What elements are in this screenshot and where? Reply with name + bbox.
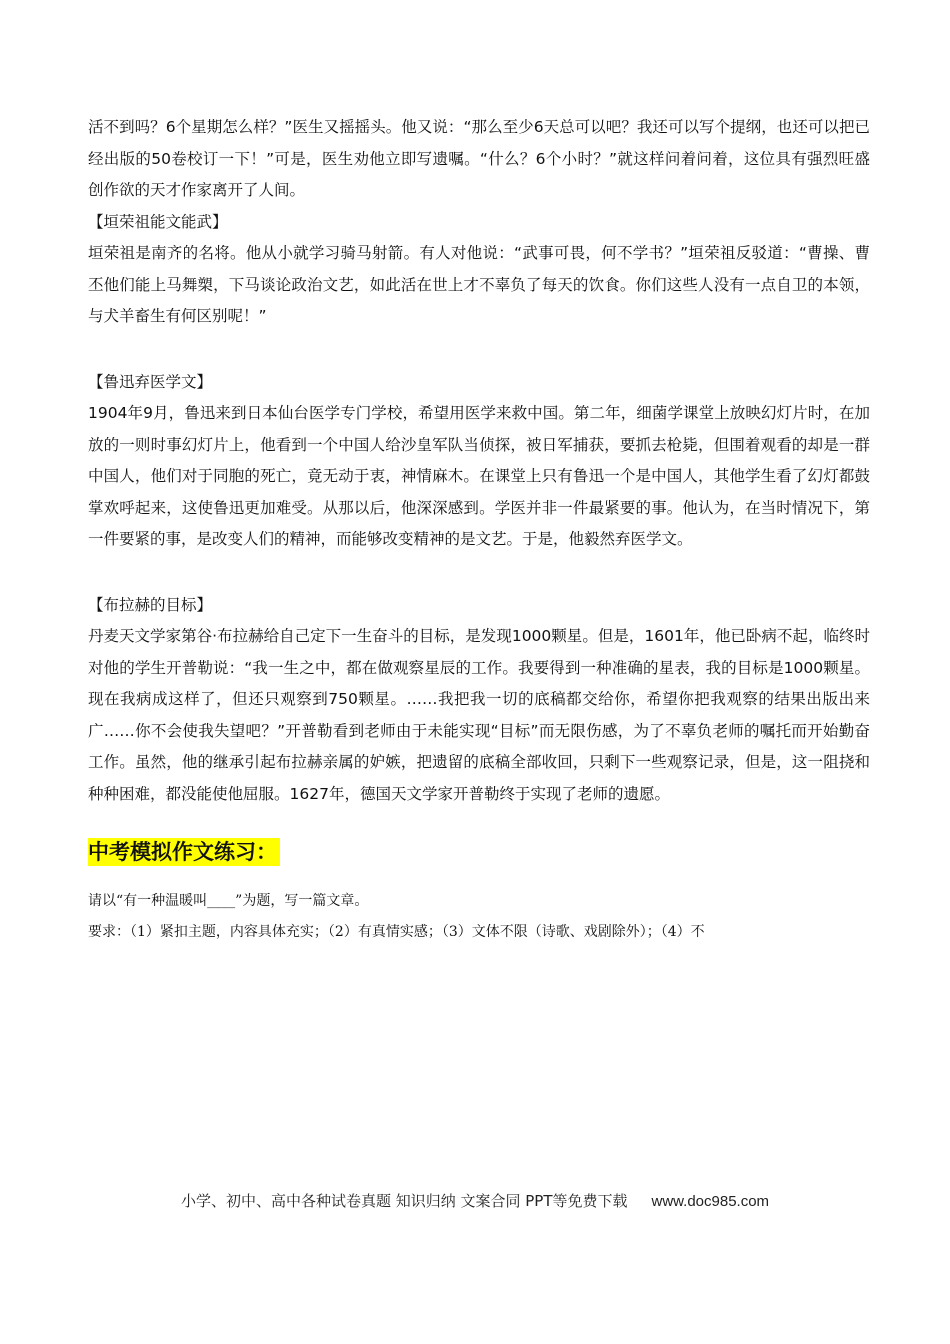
story-heading: 【布拉赫的目标】: [88, 595, 213, 614]
story-paragraph: 1904年9月，鲁迅来到日本仙台医学专门学校，希望用医学来救中国。第二年，细菌学课堂上放映幻灯片时，在加放的一则时事幻灯片上，他看到一个中国人给沙皇军队当侦探，被日军捕获，要抓去枪毙，但围着观看的却是一群中国人，他们对于同胞的死亡，竟无动于衷，神情麻木。在课堂上只有鲁迅一个是中国人，其他学生看了幻灯都鼓掌欢呼起来，这使鲁迅更加难受。从那以后，他深深感到。学医并非一件最紧要的事。他认为，在当时情况下，第一件要紧的事，是改变人们的精神，而能够改变精神的是文艺。于是，他毅然弃医学文。: [88, 404, 870, 548]
story-paragraph: 丹麦天文学家第谷·布拉赫给自己定下一生奋斗的目标，是发现1000颗星。但是，1601年，他已卧病不起，临终时对他的学生开普勒说：“我一生之中，都在做观察星辰的工作。我要得到一种准确的星表，我的目标是1000颗星。现在我病成这样了，但还只观察到750颗星。……我把我一切的底稿都交给你，希望你把我观察的结果出版出来广……你不会使我失望吧？”开普勒看到老师由于未能实现“目标”而无限伤感，为了不辜负老师的嘱托而开始勤奋工作。虽然，他的继承引起布拉赫亲属的妒嫉，把遗留的底稿全部收回，只剩下一些观察记录，但是，这一阻挠和种种困难，都没能使他屈服。1627年，德国天文学家开普勒终于实现了老师的遗愿。: [88, 627, 870, 803]
story-paragraph: 垣荣祖是南齐的名将。他从小就学习骑马射箭。有人对他说：“武事可畏，何不学书？”垣荣祖反驳道：“曹操、曹丕他们能上马舞槊，下马谈论政治文艺，如此活在世上才不辜负了每天的饮食。你们这些人没有一点自卫的本领，与犬羊畜生有何区别呢！”: [88, 244, 870, 325]
story-heading: 【垣荣祖能文能武】: [88, 212, 228, 231]
paragraph-spacer: [88, 556, 870, 590]
document-body: [88, 112, 870, 948]
exercise-requirements: 要求：（1）紧扣主题，内容具体充实；（2）有真情实感；（3）文体不限（诗歌、戏剧除外）；（4）不: [88, 924, 705, 940]
story-paragraph: 活不到吗？6个星期怎么样？”医生又摇摇头。他又说：“那么至少6天总可以吧？我还可以写个提纲，也还可以把已经出版的50卷校订一下！”可是，医生劝他立即写遗嘱。“什么？6个小时？”就这样问着问着，这位具有强烈旺盛创作欲的天才作家离开了人间。: [88, 118, 870, 199]
footer-text: 小学、初中、高中各种试卷真题 知识归纳 文案合同 PPT等免费下载: [180, 1192, 628, 1210]
page-footer: [0, 1190, 950, 1211]
exercise-title: 中考模拟作文练习：: [88, 838, 280, 866]
story-heading: 【鲁迅弃医学文】: [88, 372, 213, 391]
exercise-prompt: 请以“有一种温暖叫____”为题，写一篇文章。: [88, 893, 369, 909]
footer-site-link[interactable]: www.doc985.com: [651, 1193, 770, 1210]
paragraph-spacer: [88, 333, 870, 367]
